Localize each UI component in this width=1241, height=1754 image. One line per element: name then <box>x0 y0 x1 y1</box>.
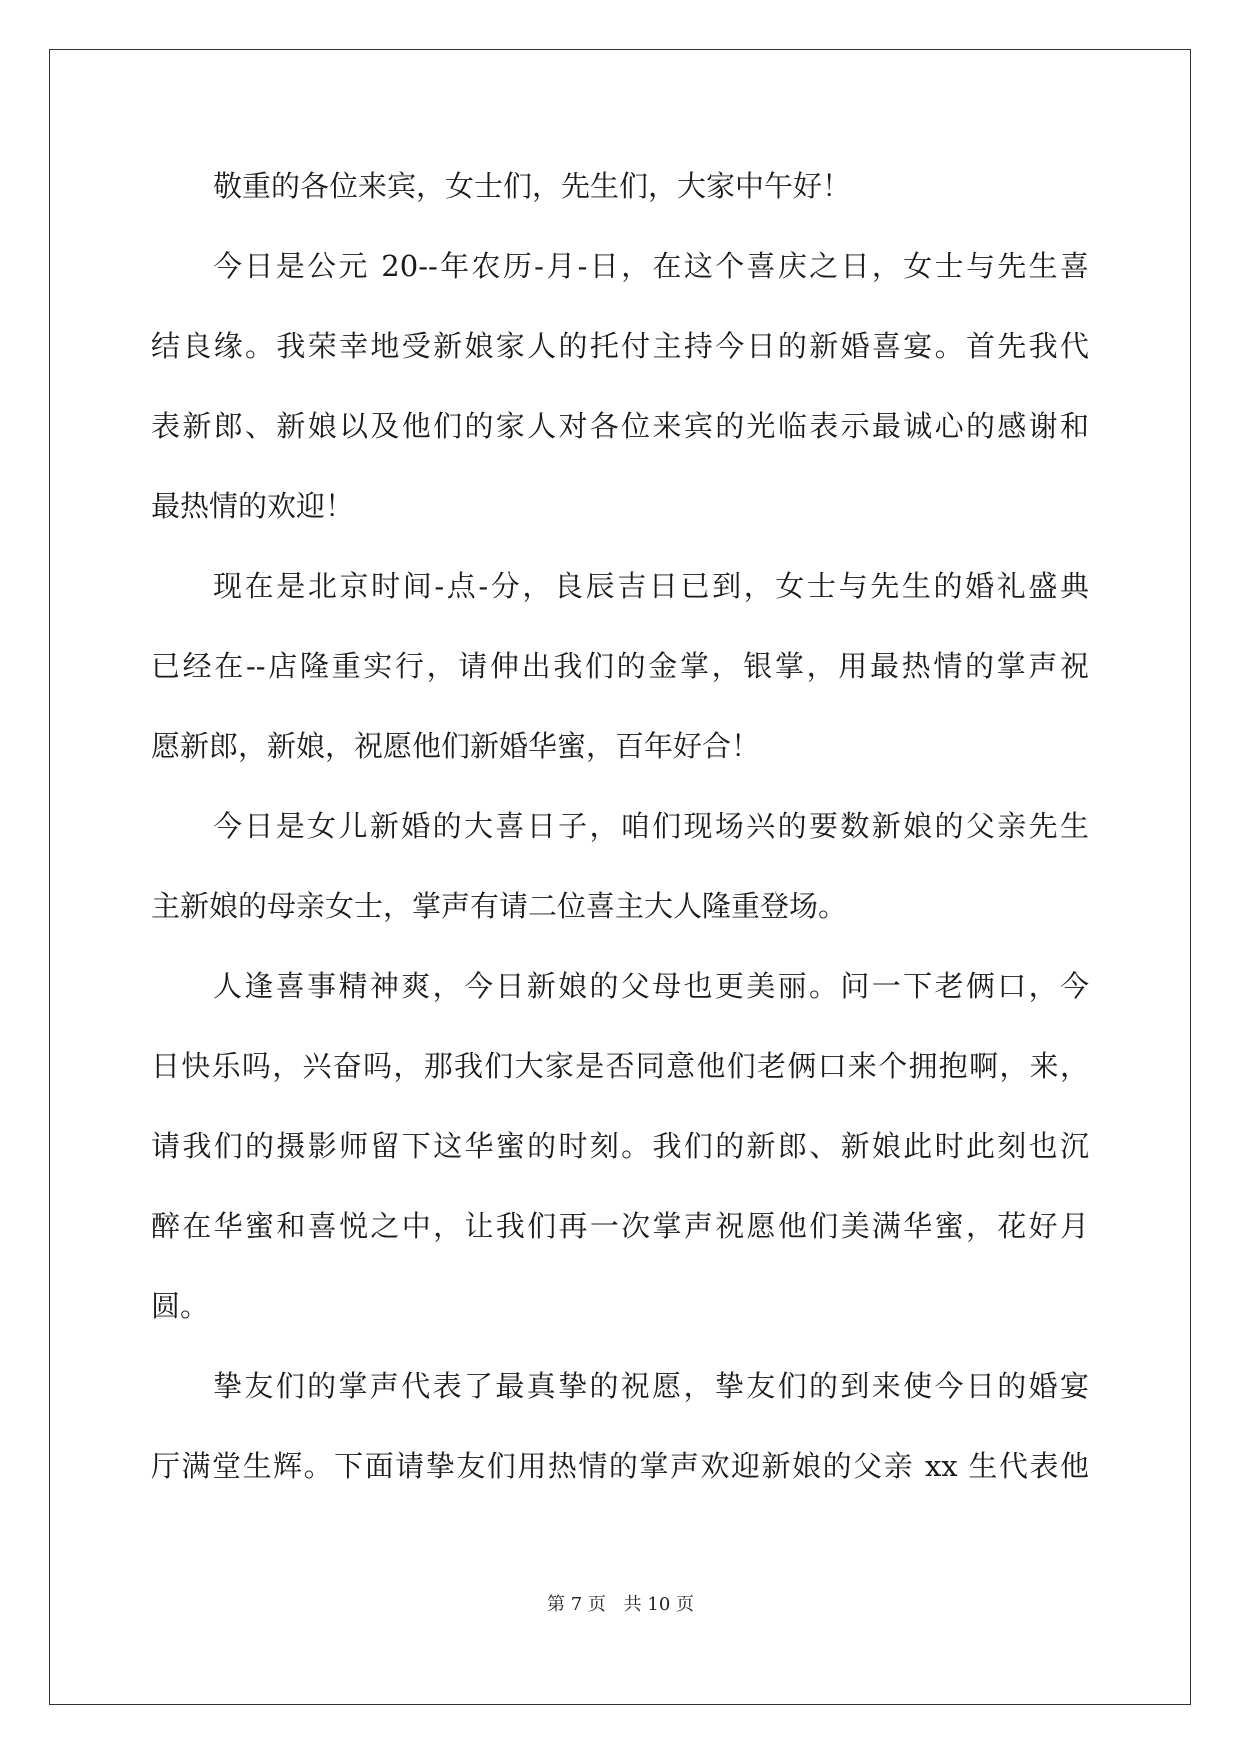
document-body <box>151 146 1089 1506</box>
page-number-total: 共 10 页 <box>623 1594 694 1615</box>
text-line: 醉在华蜜和喜悦之中，让我们再一次掌声祝愿他们美满华蜜，花好月 <box>151 1209 1089 1243</box>
text-line: 挚友们的掌声代表了最真挚的祝愿，挚友们的到来使今日的婚宴 <box>213 1369 1089 1403</box>
text-line: 人逢喜事精神爽，今日新娘的父母也更美丽。问一下老俩口，今 <box>213 969 1089 1003</box>
text-line: 今日是公元 20--年农历-月-日，在这个喜庆之日，女士与先生喜 <box>213 249 1089 283</box>
text-line: 请我们的摄影师留下这华蜜的时刻。我们的新郎、新娘此时此刻也沉 <box>151 1129 1089 1163</box>
text-line: 已经在--店隆重实行，请伸出我们的金掌，银掌，用最热情的掌声祝 <box>151 649 1089 683</box>
text-line-greeting: 敬重的各位来宾，女士们，先生们，大家中午好！ <box>213 169 852 203</box>
text-line: 现在是北京时间-点-分，良辰吉日已到，女士与先生的婚礼盛典 <box>213 569 1089 603</box>
text-line: 圆。 <box>151 1289 210 1323</box>
text-line: 愿新郎，新娘，祝愿他们新婚华蜜，百年好合！ <box>151 729 761 763</box>
page-number-current: 第 7 页 <box>547 1594 606 1615</box>
page-footer <box>0 1590 1241 1616</box>
text-line: 今日是女儿新婚的大喜日子，咱们现场兴的要数新娘的父亲先生 <box>213 809 1089 843</box>
text-line: 厅满堂生辉。下面请挚友们用热情的掌声欢迎新娘的父亲 xx 生代表他 <box>151 1449 1089 1483</box>
text-line: 主新娘的母亲女士，掌声有请二位喜主大人隆重登场。 <box>151 889 848 923</box>
text-line: 结良缘。我荣幸地受新娘家人的托付主持今日的新婚喜宴。首先我代 <box>151 329 1089 363</box>
text-line: 最热情的欢迎！ <box>151 489 355 523</box>
text-line: 表新郎、新娘以及他们的家人对各位来宾的光临表示最诚心的感谢和 <box>151 409 1089 443</box>
text-line: 日快乐吗，兴奋吗，那我们大家是否同意他们老俩口来个拥抱啊，来， <box>151 1049 1089 1083</box>
